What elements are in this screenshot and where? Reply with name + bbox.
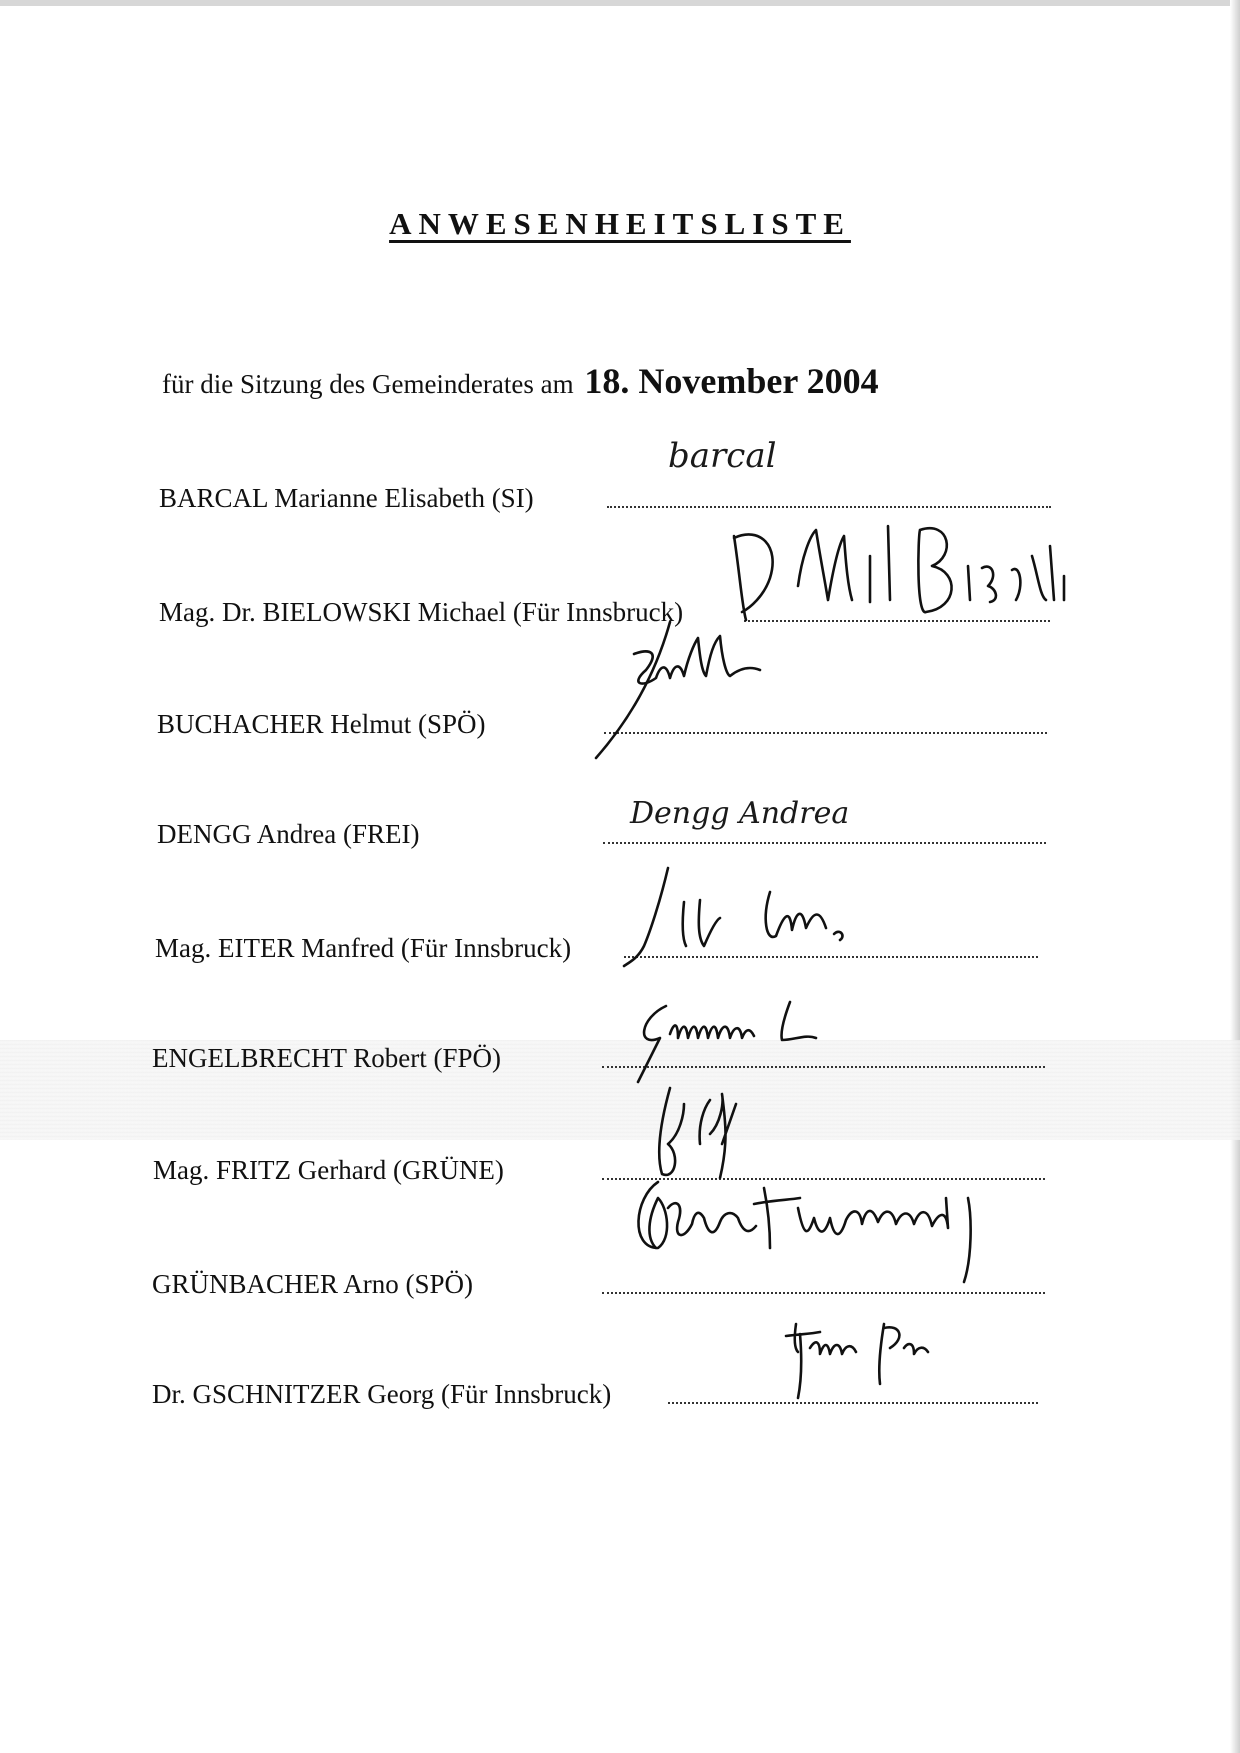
handwritten-signature bbox=[590, 618, 850, 768]
handwritten-signature: Dengg Andrea bbox=[630, 796, 850, 831]
attendee-name: BUCHACHER Helmut (SPÖ) bbox=[157, 709, 486, 739]
attendee-row bbox=[0, 902, 1240, 962]
attendee-name: DENGG Andrea (FREI) bbox=[157, 819, 420, 849]
attendee-name: BARCAL Marianne Elisabeth (SI) bbox=[159, 483, 534, 513]
signature-line bbox=[602, 1292, 1045, 1294]
scan-edge-top bbox=[0, 0, 1240, 6]
attendee-row bbox=[0, 678, 1240, 738]
scan-edge-right bbox=[1230, 0, 1240, 1753]
handwritten-signature bbox=[620, 862, 940, 972]
attendee-name: ENGELBRECHT Robert (FPÖ) bbox=[152, 1043, 501, 1073]
meeting-intro: für die Sitzung des Gemeinderates am bbox=[162, 369, 574, 399]
attendee-row bbox=[0, 566, 1240, 626]
attendee-row bbox=[0, 1124, 1240, 1184]
signature-line bbox=[607, 506, 1051, 508]
attendee-row bbox=[0, 788, 1240, 848]
meeting-line bbox=[162, 360, 879, 402]
attendee-name: Mag. FRITZ Gerhard (GRÜNE) bbox=[153, 1155, 504, 1185]
attendee-name: Mag. EITER Manfred (Für Innsbruck) bbox=[155, 933, 572, 963]
attendee-row bbox=[0, 1238, 1240, 1298]
handwritten-signature: barcal bbox=[668, 436, 777, 476]
page-title: ANWESENHEITSLISTE bbox=[389, 206, 851, 241]
handwritten-signature bbox=[780, 1318, 980, 1408]
handwritten-signature bbox=[628, 1178, 1008, 1288]
attendee-name: GRÜNBACHER Arno (SPÖ) bbox=[152, 1269, 474, 1299]
attendee-name: Mag. Dr. BIELOWSKI Michael (Für Innsbruck) bbox=[159, 597, 684, 627]
signature-line bbox=[603, 842, 1046, 844]
meeting-date: 18. November 2004 bbox=[584, 361, 879, 401]
handwritten-signature bbox=[640, 1084, 800, 1184]
attendee-row bbox=[0, 436, 1240, 513]
attendee-row bbox=[0, 1348, 1240, 1408]
attendee-name: Dr. GSCHNITZER Georg (Für Innsbruck) bbox=[152, 1379, 612, 1409]
handwritten-signature bbox=[630, 998, 930, 1088]
attendee-row bbox=[0, 1012, 1240, 1072]
handwritten-signature bbox=[720, 516, 1080, 626]
